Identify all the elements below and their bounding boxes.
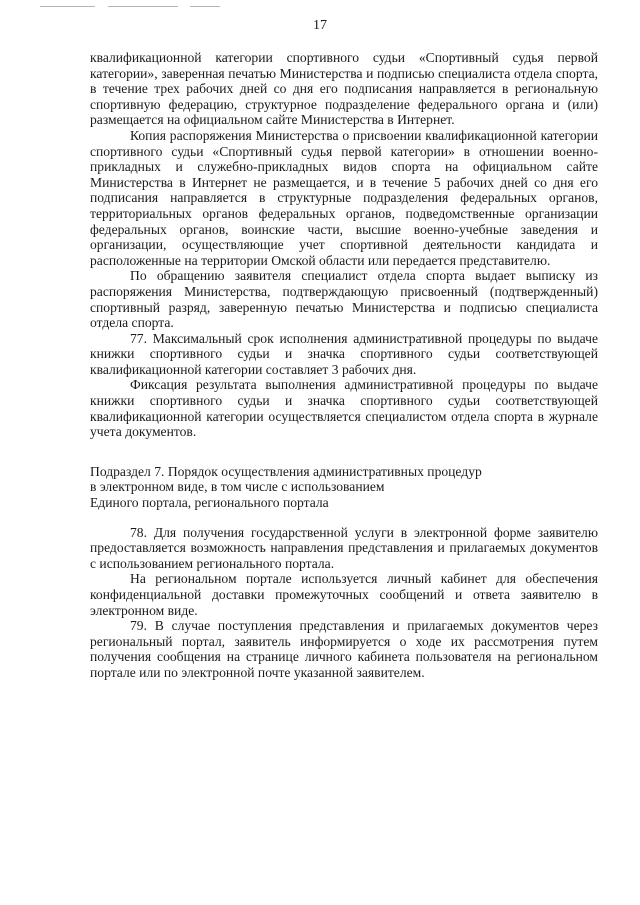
paragraph-extract-request: По обращению заявителя специалист отдела спорта выдает выписку из распоряжения Министерства, подтверждающую присвоенный (подтвержденный) спортивный разряд, заверенную печатью Министерства и подписью специалиста отдела спорта. [90, 268, 598, 331]
paragraph-item-79: 79. В случае поступления представления и прилагаемых документов через региональный портал, заявитель информируется о ходе их рассмотрения путем получения сообщения на странице личного кабинета пользователя на региональном портале или по электронной почте указанной заявителем. [90, 618, 598, 680]
subsection-heading-line-3: Единого портала, регионального портала [90, 495, 329, 511]
paragraph-result-recording: Фиксация результата выполнения административной процедуры по выдаче книжки спортивного судьи и значка спортивного судьи соответствующей квалификационной категории осуществляется специалистом отдела спорта в журнале учета документов. [90, 377, 598, 440]
paragraph-personal-cabinet: На региональном портале используется личный кабинет для обеспечения конфиденциальной доставки промежуточных сообщений и ответа заявителю в электронном виде. [90, 571, 598, 618]
paragraph-item-78: 78. Для получения государственной услуги в электронной форме заявителю предоставляется возможность направления представления и прилагаемых документов с использованием регионального портала. [90, 524, 598, 571]
document-body [90, 50, 598, 681]
scan-artifact-lines [40, 6, 220, 10]
subsection-heading [90, 464, 598, 511]
paragraph-item-77: 77. Максимальный срок исполнения административной процедуры по выдаче книжки спортивного судьи и значка спортивного судьи соответствующей квалификационной категории составляет 3 рабочих дня. [90, 330, 598, 377]
paragraph-continuation: квалификационной категории спортивного судьи «Спортивный судья первой категории», заверенная печатью Министерства и подписью специалиста отдела спорта, в течение трех рабочих дней со дня его подписания направляется в региональную спортивную федерацию, структурное подразделение федерального органа и (или) размещается на официальном сайте Министерства в Интернет. [90, 50, 598, 128]
page-number: 17 [313, 18, 327, 33]
paragraph-copy-order: Копия распоряжения Министерства о присвоении квалификационной категории спортивного судьи «Спортивный судья первой категории» в отношении военно-прикладных и служебно-прикладных видов спорта на официальном сайте Министерства в Интернет не размещается, и в течение 5 рабочих дней со дня его подписания направляется в структурные подразделения федеральных органов, территориальных органов федеральных органов, подведомственные организации федеральных органов, воинские части, высшие военно-учебные заведения и организации, осуществляющие учет спортивной деятельности кандидата и расположенные на территории Омской области или передается представителю. [90, 127, 598, 268]
subsection-heading-line-2: в электронном виде, в том числе с использованием [90, 479, 385, 495]
subsection-heading-line-1: Подраздел 7. Порядок осуществления административных процедур [90, 463, 482, 479]
